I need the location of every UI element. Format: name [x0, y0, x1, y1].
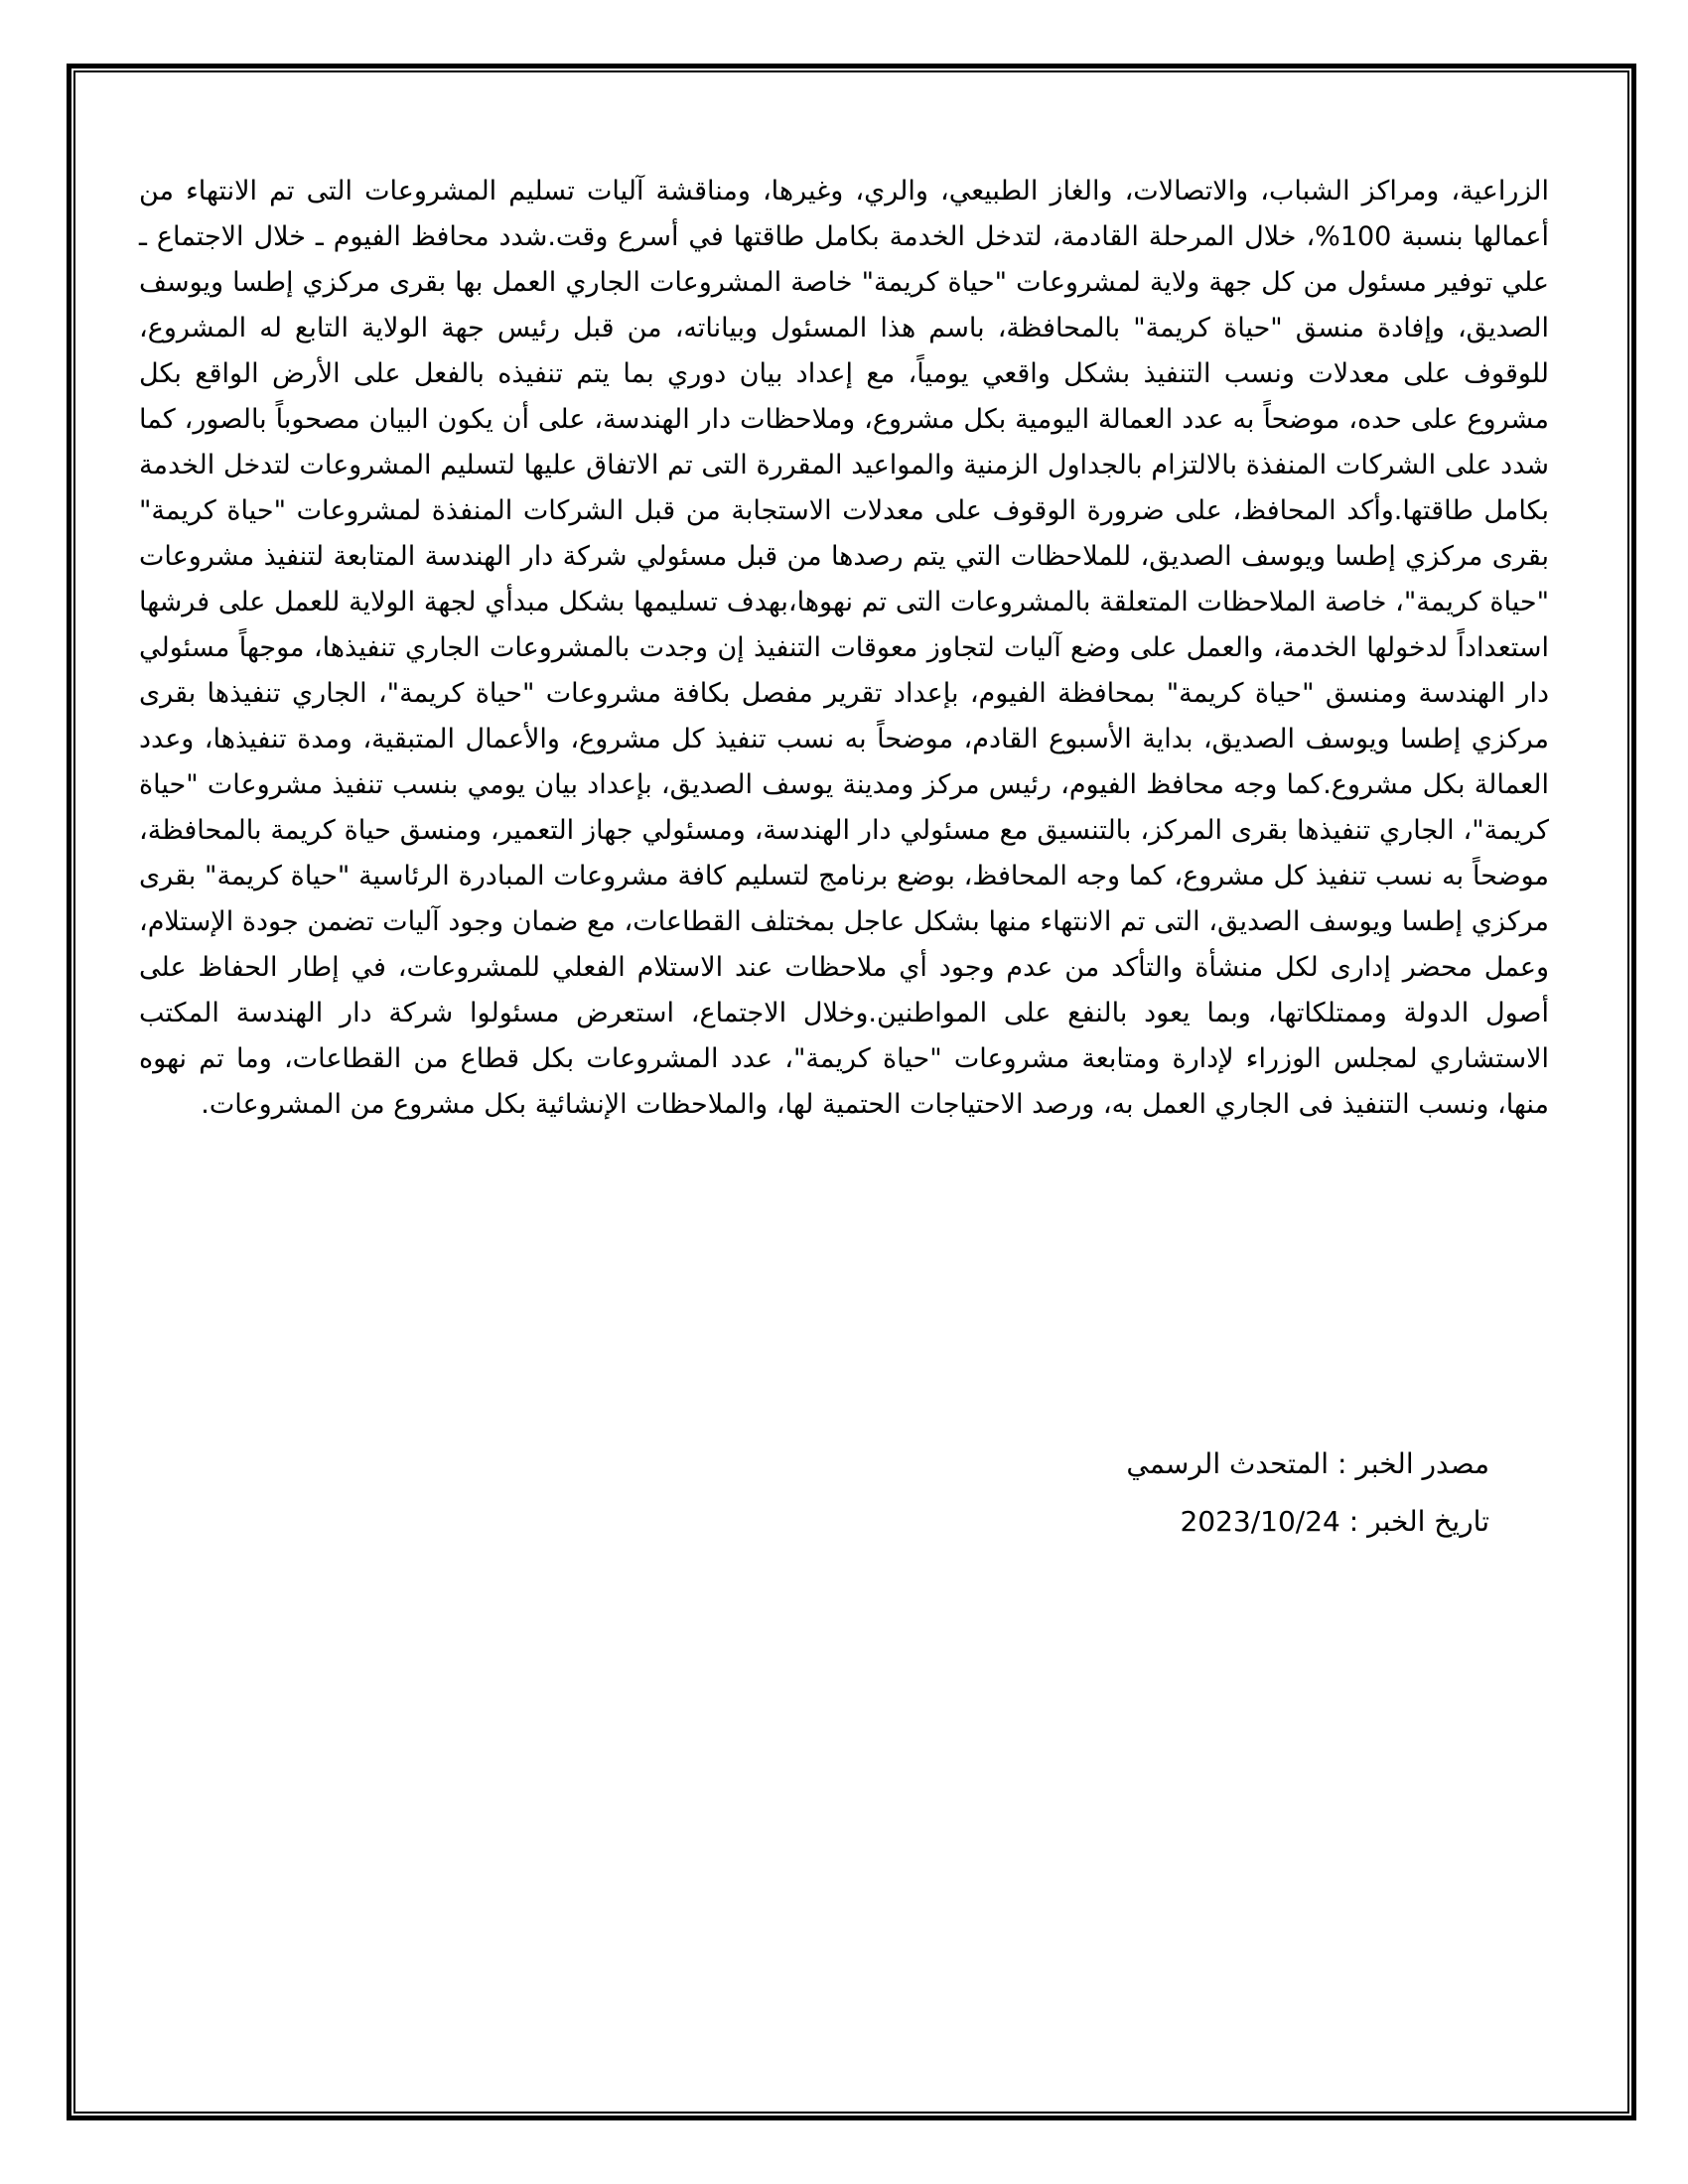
news-source-line: مصدر الخبر : المتحدث الرسمي: [1126, 1447, 1489, 1480]
article-body-text: الزراعية، ومراكز الشباب، والاتصالات، والغاز الطبيعي، والري، وغيرها، ومناقشة آليات تسليم المشروعات التى تم الانتهاء من أعمالها بنسبة 100%، خلال المرحلة القادمة، لتدخل الخدمة بكامل طاقتها في أسرع وقت.شدد محافظ الفيوم ـ خلال الاجتماع ـ علي توفير مسئول من كل جهة ولاية لمشروعات "حياة كريمة" خاصة المشروعات الجاري العمل بها بقرى مركزي إطسا ويوسف الصديق، وإفادة منسق "حياة كريمة" بالمحافظة، باسم هذا المسئول وبياناته، من قبل رئيس جهة الولاية التابع له المشروع، للوقوف على معدلات ونسب التنفيذ بشكل واقعي يومياً، مع إعداد بيان دوري بما يتم تنفيذه بالفعل على الأرض الواقع بكل مشروع على حده، موضحاً به عدد العمالة اليومية بكل مشروع، وملاحظات دار الهندسة، على أن يكون البيان مصحوباً بالصور، كما شدد على الشركات المنفذة بالالتزام بالجداول الزمنية والمواعيد المقررة التى تم الاتفاق عليها لتسليم المشروعات لتدخل الخدمة بكامل طاقتها.وأكد المحافظ، على ضرورة الوقوف على معدلات الاستجابة من قبل الشركات المنفذة لمشروعات "حياة كريمة" بقرى مركزي إطسا ويوسف الصديق، للملاحظات التي يتم رصدها من قبل مسئولي شركة دار الهندسة المتابعة لتنفيذ مشروعات "حياة كريمة"، خاصة الملاحظات المتعلقة بالمشروعات التى تم نهوها،بهدف تسليمها بشكل مبدأي لجهة الولاية للعمل على فرشها استعداداً لدخولها الخدمة، والعمل على وضع آليات لتجاوز معوقات التنفيذ إن وجدت بالمشروعات الجاري تنفيذها، موجهاً مسئولي دار الهندسة ومنسق "حياة كريمة" بمحافظة الفيوم، بإعداد تقرير مفصل بكافة مشروعات "حياة كريمة"، الجاري تنفيذها بقرى مركزي إطسا ويوسف الصديق، بداية الأسبوع القادم، موضحاً به نسب تنفيذ كل مشروع، والأعمال المتبقية، ومدة تنفيذها، وعدد العمالة بكل مشروع.كما وجه محافظ الفيوم، رئيس مركز ومدينة يوسف الصديق، بإعداد بيان يومي بنسب تنفيذ مشروعات "حياة كريمة"، الجاري تنفيذها بقرى المركز، بالتنسيق مع مسئولي دار الهندسة، ومسئولي جهاز التعمير، ومنسق حياة كريمة بالمحافظة، موضحاً به نسب تنفيذ كل مشروع، كما وجه المحافظ، بوضع برنامج لتسليم كافة مشروعات المبادرة الرئاسية "حياة كريمة" بقرى مركزي إطسا ويوسف الصديق، التى تم الانتهاء منها بشكل عاجل بمختلف القطاعات، مع ضمان وجود آليات تضمن جودة الإستلام، وعمل محضر إدارى لكل منشأة والتأكد من عدم وجود أي ملاحظات عند الاستلام الفعلي للمشروعات، في إطار الحفاظ على أصول الدولة وممتلكاتها، وبما يعود بالنفع على المواطنين.وخلال الاجتماع، استعرض مسئولوا شركة دار الهندسة المكتب الاستشاري لمجلس الوزراء لإدارة ومتابعة مشروعات "حياة كريمة"، عدد المشروعات بكل قطاع من القطاعات، وما تم نهوه منها، ونسب التنفيذ فى الجاري العمل به، ورصد الاحتياجات الحتمية لها، والملاحظات الإنشائية بكل مشروع من المشروعات.: [139, 176, 1550, 1120]
article-footer: [199, 1435, 1489, 1551]
news-date-line: تاريخ الخبر : 2023/10/24: [1180, 1505, 1489, 1538]
